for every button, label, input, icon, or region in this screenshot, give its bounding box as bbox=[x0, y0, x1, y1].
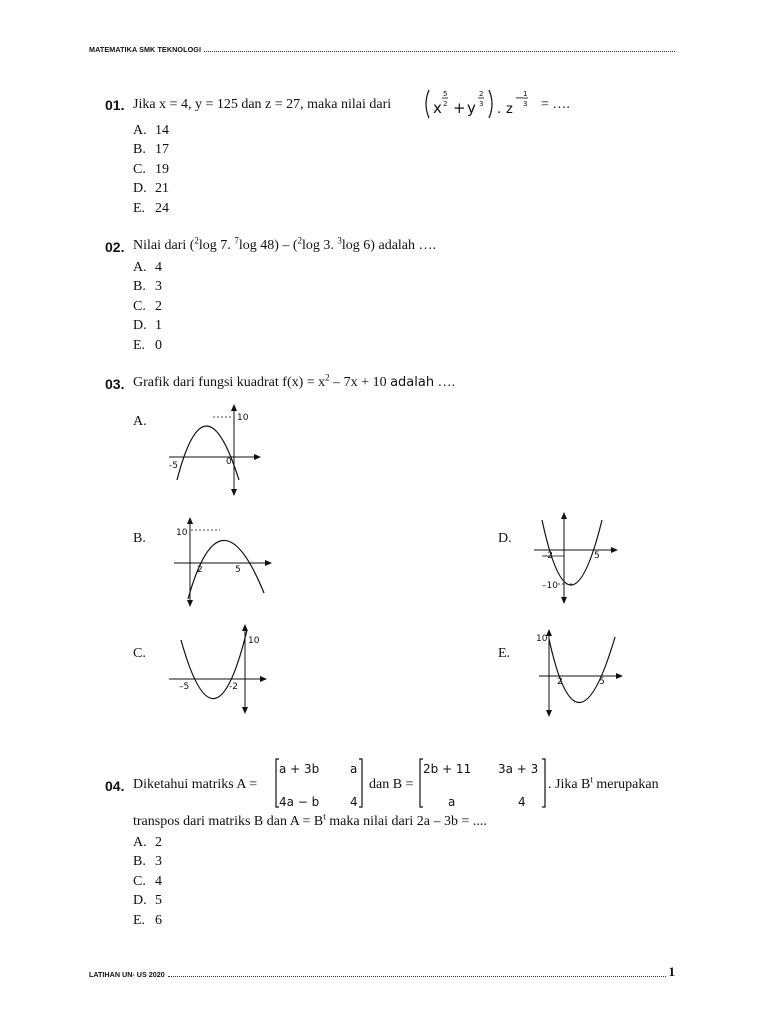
q1-expression bbox=[422, 84, 540, 124]
q3-c-tick-neg2: -2 bbox=[229, 682, 238, 692]
q1-number: 01. bbox=[105, 97, 125, 113]
q4-text-b: dan B = bbox=[369, 777, 414, 792]
q4-matrix-b bbox=[418, 756, 550, 810]
q2-text: Nilai dari ($^2$log 7. $^7$log 48) – ($^2$log 3. $^3$log 6) adalah …. bbox=[133, 235, 437, 253]
q1-options bbox=[133, 121, 169, 218]
q4-matrix-b-11: 2b + 11 bbox=[423, 762, 472, 776]
q3-d-tick-5: 5 bbox=[594, 551, 600, 561]
footer-title: LATIHAN UN- US 2020 bbox=[89, 970, 165, 979]
q4-options bbox=[133, 833, 162, 930]
q3-d-tick-neg10: –10 bbox=[542, 581, 558, 591]
q2-options bbox=[133, 258, 162, 355]
q4-number: 04. bbox=[105, 778, 125, 794]
q3-c-tick-neg5: –5 bbox=[179, 682, 190, 692]
q3-a-tick-10: 10 bbox=[237, 413, 249, 423]
page-footer bbox=[89, 965, 675, 979]
q3-graph-c[interactable] bbox=[165, 622, 275, 717]
q1-option-d[interactable]: D. 21 bbox=[133, 181, 169, 197]
q3-b-tick-5: 5 bbox=[235, 565, 241, 575]
svg-text:1: 1 bbox=[523, 90, 528, 98]
q4-matrix-a bbox=[274, 756, 366, 810]
q3-graph-e[interactable] bbox=[535, 627, 630, 719]
q3-b-tick-10: 10 bbox=[176, 528, 188, 538]
q4-option-a[interactable]: A. 2 bbox=[133, 835, 162, 850]
q1-text bbox=[133, 97, 391, 113]
q3-e-tick-2: 2 bbox=[557, 677, 563, 687]
footer-dotted-leader bbox=[168, 975, 666, 977]
q3-number: 03. bbox=[105, 376, 125, 392]
q1-prompt: Jika x = 4, y = 125 dan z = 27, maka nilai dari bbox=[133, 97, 392, 112]
svg-text:.: . bbox=[497, 102, 502, 117]
q2-option-c[interactable]: C. 2 bbox=[133, 298, 162, 314]
q1-option-b[interactable]: B. 17 bbox=[133, 142, 169, 158]
svg-text:z: z bbox=[506, 102, 513, 117]
q3-graph-a-label[interactable]: A. bbox=[133, 414, 147, 429]
svg-text:−: − bbox=[515, 93, 524, 104]
q1-tail: = …. bbox=[541, 97, 570, 112]
q4-matrix-b-21: a bbox=[448, 795, 456, 809]
header-title: MATEMATIKA SMK TEKNOLOGI bbox=[89, 45, 202, 54]
q1-option-c[interactable]: C. 19 bbox=[133, 161, 169, 177]
svg-text:2: 2 bbox=[479, 90, 484, 98]
q1-option-e[interactable]: E. 24 bbox=[133, 200, 169, 216]
page-header bbox=[89, 42, 675, 54]
q3-a-tick-neg5: -5 bbox=[169, 461, 178, 471]
svg-text:y: y bbox=[467, 99, 476, 117]
q2-option-b[interactable]: B. 3 bbox=[133, 279, 162, 295]
q4-option-d[interactable]: D. 5 bbox=[133, 893, 162, 909]
q3-graph-b-label[interactable]: B. bbox=[133, 531, 146, 546]
q3-d-tick-neg2: -2 bbox=[544, 551, 553, 561]
svg-text:5: 5 bbox=[443, 90, 448, 98]
q3-c-tick-10: 10 bbox=[248, 636, 260, 646]
q3-graph-c-label[interactable]: C. bbox=[133, 646, 146, 661]
q2-option-e[interactable]: E. 0 bbox=[133, 337, 162, 353]
svg-text:x: x bbox=[433, 99, 442, 117]
q4-option-e[interactable]: E. 6 bbox=[133, 912, 162, 928]
q4-matrix-a-11: a + 3b bbox=[279, 762, 320, 776]
q3-a-tick-0: 0 bbox=[226, 457, 232, 467]
q4-option-b[interactable]: B. 3 bbox=[133, 854, 162, 870]
q3-e-tick-5: 5 bbox=[599, 677, 605, 687]
q4-option-c[interactable]: C. 4 bbox=[133, 873, 162, 889]
q4-line2: transpos dari matriks B dan $A = B^t$ maka nilai dari 2a – 3b = .... bbox=[133, 811, 487, 829]
q2-option-d[interactable]: D. 1 bbox=[133, 318, 162, 334]
q3-graph-a[interactable] bbox=[165, 402, 265, 497]
q3-graph-d-label[interactable]: D. bbox=[498, 531, 512, 546]
q4-matrix-a-21: 4a − b bbox=[279, 795, 320, 809]
svg-text:+: + bbox=[453, 99, 466, 117]
q4-text-a: Diketahui matriks A = bbox=[133, 777, 258, 792]
q4-text-c: . Jika $B^t$ merupakan bbox=[548, 774, 659, 792]
q4-matrix-b-22: 4 bbox=[518, 795, 526, 809]
svg-text:3: 3 bbox=[479, 100, 484, 108]
svg-text:2: 2 bbox=[443, 100, 448, 108]
q3-graph-d[interactable] bbox=[530, 510, 625, 605]
page-number: 1 bbox=[668, 964, 675, 979]
q3-graph-e-label[interactable]: E. bbox=[498, 646, 511, 661]
q1-option-a[interactable]: A. 14 bbox=[133, 123, 169, 138]
q2-number: 02. bbox=[105, 239, 125, 255]
q2-option-a[interactable]: A. 4 bbox=[133, 260, 162, 275]
q4-matrix-b-12: 3a + 3 bbox=[498, 762, 539, 776]
q3-e-tick-10: 10 bbox=[536, 634, 548, 644]
q4-matrix-a-12: a bbox=[350, 762, 358, 776]
q4-matrix-a-22: 4 bbox=[350, 795, 358, 809]
q3-text: Grafik dari fungsi kuadrat $f(x) = x^2 - 7x + 10$ adalah …. bbox=[133, 372, 456, 390]
q3-graph-b[interactable] bbox=[170, 515, 280, 610]
svg-text:3: 3 bbox=[523, 100, 528, 108]
q3-b-tick-2: 2 bbox=[197, 565, 203, 575]
header-dotted-leader bbox=[204, 50, 675, 52]
